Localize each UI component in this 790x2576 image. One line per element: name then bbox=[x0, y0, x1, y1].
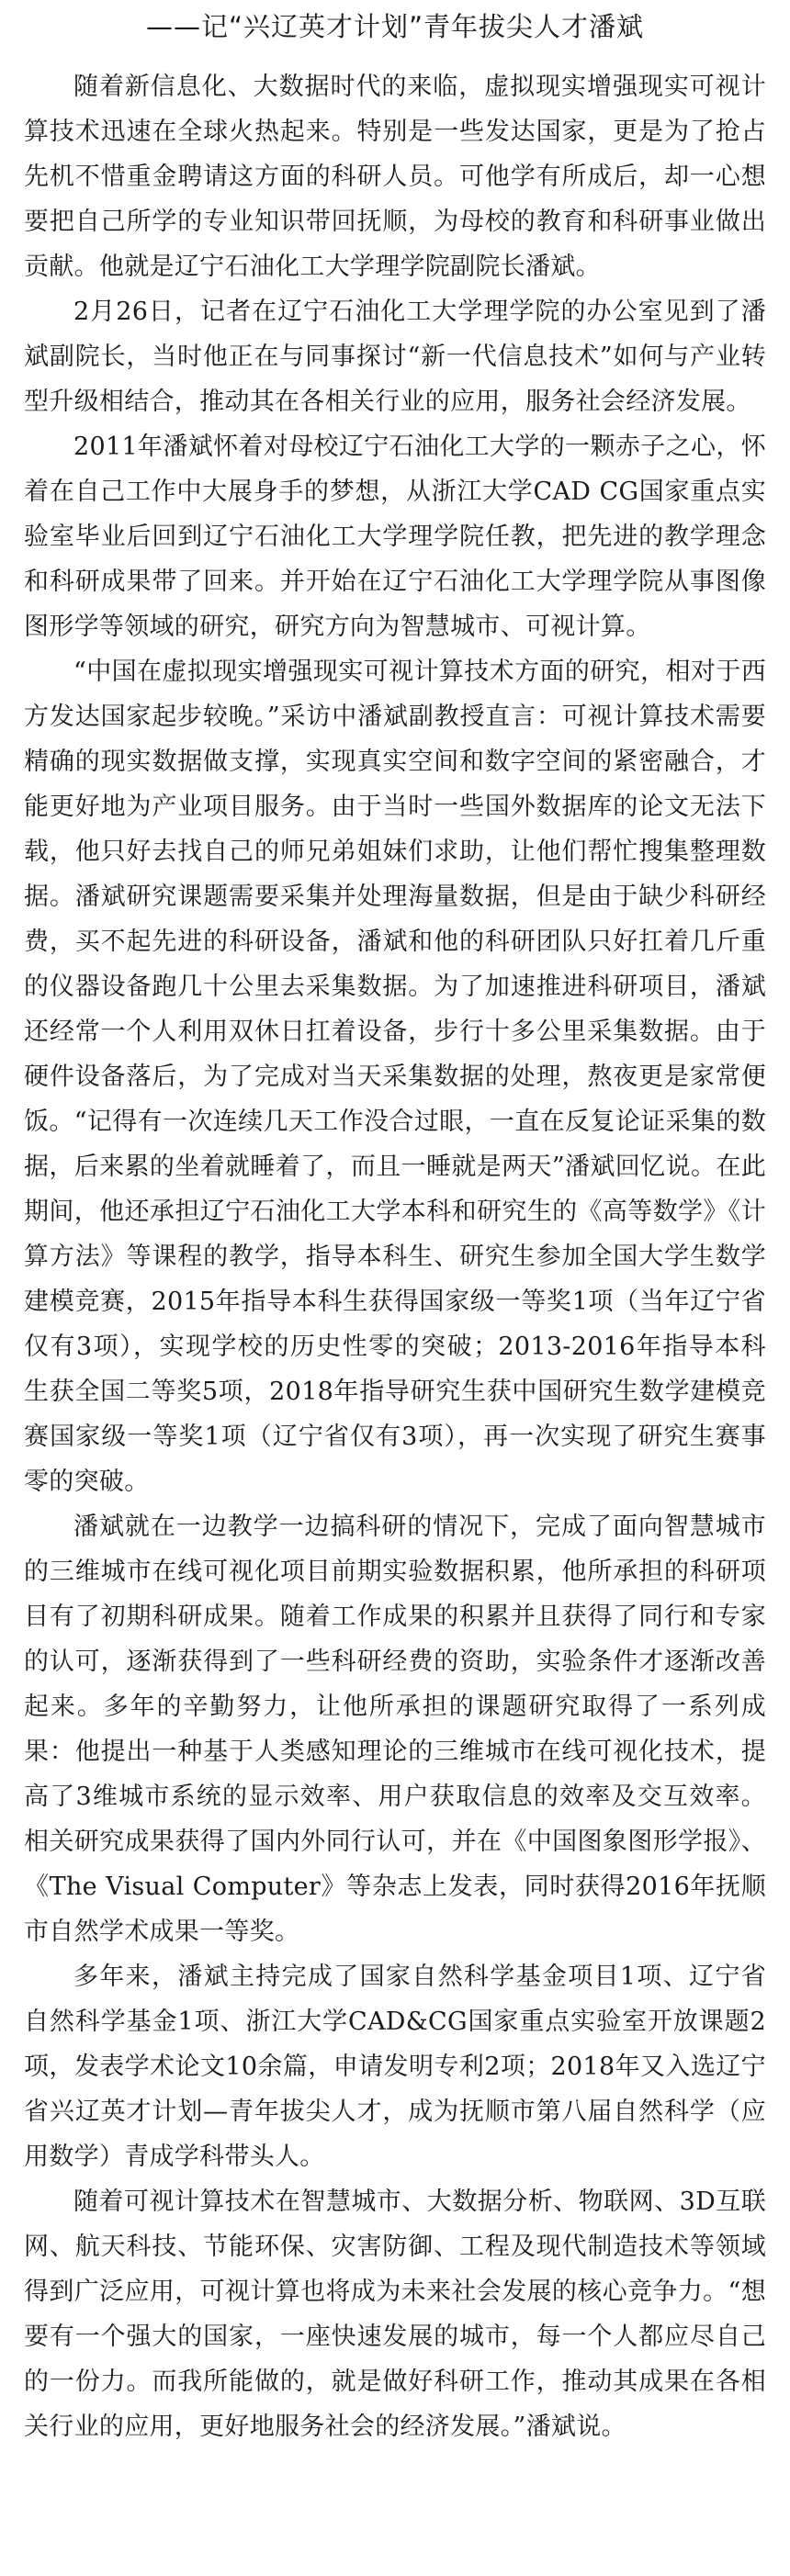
paragraph-outlook: 随着可视计算技术在智慧城市、大数据分析、物联网、3D互联网、航天科技、节能环保、灾害防御、工程及现代制造技术等领域得到广泛应用，可视计算也将成为未来社会发展的核心竞争力。“想要有一个强大的国家，一座快速发展的城市，每一个人都应尽自己的一份力。而我所能做的，就是做好科研工作，推动其成果在各相关行业的应用，更好地服务社会的经济发展。”潘斌说。 bbox=[24, 2188, 766, 2441]
paragraph-achievements: 多年来，潘斌主持完成了国家自然科学基金项目1项、辽宁省自然科学基金1项、浙江大学CAD&CG国家重点实验室开放课题2项，发表学术论文10余篇，申请发明专利2项；2018年又入选辽宁省兴辽英才计划—青年拔尖人才，成为抚顺市第八届自然科学（应用数学）青成学科带头人。 bbox=[24, 1963, 766, 2171]
paragraph-research-results: 潘斌就在一边教学一边搞科研的情况下，完成了面向智慧城市的三维城市在线可视化项目前期实验数据积累，他所承担的科研项目有了初期科研成果。随着工作成果的积累并且获得了同行和专家的认可，逐渐获得到了一些科研经费的资助，实验条件才逐渐改善起来。多年的辛勤努力，让他所承担的课题研究取得了一系列成果：他提出一种基于人类感知理论的三维城市在线可视化技术，提高了3维城市系统的显示效率、用户获取信息的效率及交互效率。相关研究成果获得了国内外同行认可，并在《中国图象图形学报》、《The Visual Computer》等杂志上发表，同时获得2016年抚顺市自然学术成果一等奖。 bbox=[24, 1513, 766, 1946]
paragraph-career-start: 2011年潘斌怀着对母校辽宁石油化工大学的一颗赤子之心，怀着在自己工作中大展身手的梦想，从浙江大学CAD CG国家重点实验室毕业后回到辽宁石油化工大学理学院任教，把先进的教学理念和科研成果带了回来。并开始在辽宁石油化工大学理学院从事图像图形学等领域的研究，研究方向为智慧城市、可视计算。 bbox=[24, 433, 766, 641]
paragraph-research-challenges: “中国在虚拟现实增强现实可视计算技术方面的研究，相对于西方发达国家起步较晚。”采访中潘斌副教授直言：可视计算技术需要精确的现实数据做支撑，实现真实空间和数字空间的紧密融合，才能更好地为产业项目服务。由于当时一些国外数据库的论文无法下载，他只好去找自己的师兄弟姐妹们求助，让他们帮忙搜集整理数据。潘斌研究课题需要采集并处理海量数据，但是由于缺少科研经费，买不起先进的科研设备，潘斌和他的科研团队只好扛着几斤重的仪器设备跑几十公里去采集数据。为了加速推进科研项目，潘斌还经常一个人利用双休日扛着设备，步行十多公里采集数据。由于硬件设备落后，为了完成对当天采集数据的处理，熬夜更是家常便饭。“记得有一次连续几天工作没合过眼，一直在反复论证采集的数据，后来累的坐着就睡着了，而且一睡就是两天”潘斌回忆说。在此期间，他还承担辽宁石油化工大学本科和研究生的《高等数学》《计算方法》等课程的教学，指导本科生、研究生参加全国大学生数学建模竞赛，2015年指导本科生获得国家级一等奖1项（当年辽宁省仅有3项），实现学校的历史性零的突破；2013-2016年指导本科生获全国二等奖5项，2018年指导研究生获中国研究生数学建模竞赛国家级一等奖1项（辽宁省仅有3项），再一次实现了研究生赛事零的突破。 bbox=[24, 658, 766, 1496]
paragraph-interview-date: 2月26日，记者在辽宁石油化工大学理学院的办公室见到了潘斌副院长，当时他正在与同事探讨“新一代信息技术”如何与产业转型升级相结合，推动其在各相关行业的应用，服务社会经济发展。 bbox=[24, 298, 766, 416]
article-subtitle: ——记“兴辽英才计划”青年拔尖人才潘斌 bbox=[145, 11, 645, 42]
paragraph-intro: 随着新信息化、大数据时代的来临，虚拟现实增强现实可视计算技术迅速在全球火热起来。特别是一些发达国家，更是为了抢占先机不惜重金聘请这方面的科研人员。可他学有所成后，却一心想要把自己所学的专业知识带回抚顺，为母校的教育和科研事业做出贡献。他就是辽宁石油化工大学理学院副院长潘斌。 bbox=[24, 73, 766, 281]
